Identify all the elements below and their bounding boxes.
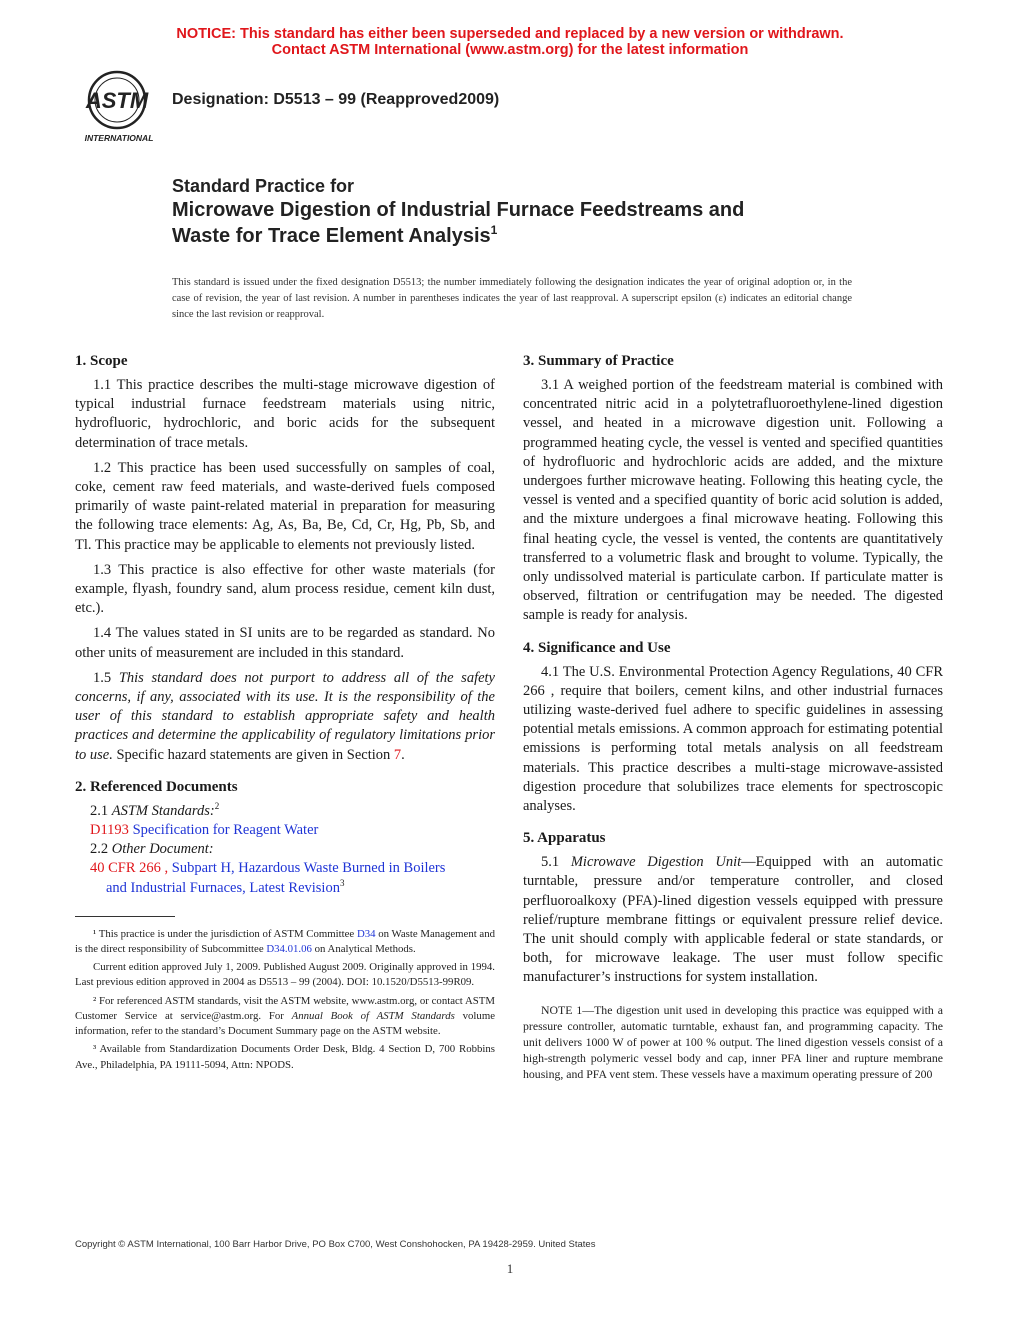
astm-logo-mark [74, 70, 160, 144]
issuance-statement: This standard is issued under the fixed designation D5513; the number immediately following the designation indicates the year of original adoption or, in the case of revision, the year of last revision. A number in parentheses indicates the year of last reapproval. A superscript epsilon (ε) indicates an editorial change since the last revision or reapproval. [172, 277, 852, 320]
para-3-1: 3.1 A weighed portion of the feedstream material is combined with concentrated nitric acid in a polytetrafluoroethylene-lined digestion vessel, and heated in a microwave digestion unit. Following a programmed heating cycle, the vessel is vented and specified quantities of hydrofluoric and hydrochloric acids are added, and the mixture undergoes further microwave heating. Following this heating cycle, the vessel is vented and a specified quantity of boric acid solution is added, and the mixture undergoes a final microwave heating. Following this final heating cycle, the vessel is vented, the contents are quantitatively transferred to a volumetric flask and brought to volume. Typically, the only undissolved material is particulate carbon. If particulate matter is observed, filtration or centrifugation may be needed. The digested sample is ready for analysis. [523, 377, 943, 624]
left-column [75, 351, 495, 1076]
cfr-title-link[interactable]: Subpart H, Hazardous Waste Burned in Boilers [171, 860, 446, 877]
section-2-heading: 2. Referenced Documents [75, 778, 238, 795]
designation: Designation: D5513 – 99 (Reapproved2009) [172, 91, 500, 108]
cfr-link[interactable]: 40 CFR 266 , [90, 860, 169, 877]
section-5-heading: 5. Apparatus [523, 830, 606, 847]
footnote-ref-2: 2 [214, 800, 220, 811]
para-1-2: 1.2 This practice has been used successfully on samples of coal, coke, cement raw feed materials, and waste-derived fuels composed primarily of waste paint-related material in preparation for measuring the following trace elements: Ag, As, Ba, Be, Cd, Cr, Hg, Pb, Sb, and Tl. This practice may be applicable to elements not previously listed. [75, 459, 495, 553]
section-1-heading: 1. Scope [75, 353, 128, 369]
para-1-5 [75, 669, 495, 765]
committee-d34-link[interactable]: D34 [356, 927, 376, 940]
safety-caveat: This standard does not purport to address all of the safety concerns, if any, associated with its use. It is the responsibility of the user of this standard to establish appropriate safety and health practices and determine the applicability of regulatory limitations prior to use. [75, 669, 495, 763]
astm-logo [74, 70, 160, 144]
section-4-heading: 4. Significance and Use [523, 639, 671, 656]
document-title [172, 175, 892, 249]
para-4-1: 4.1 The U.S. Environmental Protection Agency Regulations, 40 CFR 266 , require that boilers, cement kilns, and other industrial furnaces utilizing waste-derived fuel adhere to specific guidelines in assessing potential metals emissions. A common approach for estimating potential emissions is performing total metals analysis on all feedstream materials. This practice describes a multi-stage microwave-assisted digestion procedure that solubilizes trace elements for spectroscopic analyses. [523, 663, 943, 815]
ref-40cfr266-cont [75, 879, 495, 898]
copyright-line: Copyright © ASTM International, 100 Barr Harbor Drive, PO Box C700, West Conshohocken, PA 19428-2959. United States [75, 1239, 596, 1250]
fn2-text-a: ² For referenced ASTM standards, visit the ASTM website, www.astm.org, or contact ASTM Customer Service at service@astm.org. For [75, 994, 495, 1022]
section-3-heading: 3. Summary of Practice [523, 353, 674, 369]
para-2-1-num: 2.1 [90, 802, 109, 819]
para-1-4: 1.4 The values stated in SI units are to be regarded as standard. No other units of measurement are included in this standard. [75, 625, 495, 661]
fn1-text-c: on Analytical Methods. [314, 943, 416, 956]
para-2-2-num: 2.2 [90, 841, 109, 858]
para-1-1: 1.1 This practice describes the multi-stage microwave digestion of typical industrial furnace feedstream materials using nitric, hydrofluoric, hydrochloric, and boric acids for the subsequent determination of trace metals. [75, 377, 495, 451]
other-document-label: Other Document: [111, 841, 214, 858]
logo-mark-text: ASTM [85, 88, 149, 113]
para-2-2 [75, 840, 495, 859]
ref-d1193 [75, 821, 495, 840]
superseded-notice [0, 26, 1020, 58]
note-1: NOTE 1—The digestion unit used in developing this practice was equipped with a pressure controller, automatic turntable, exhaust fan, and programming capacity. The unit delivers 1000 W of power at 100 % output. The lined digestion vessels consist of a high-strength polymeric vessel body and cap, inner PFA liner and rupture membrane housing, and PFA vent stem. These vessels have a maximum operating pressure of 200 [523, 1002, 943, 1082]
para-5-1 [523, 853, 943, 987]
astm-standards-label: ASTM Standards: [111, 802, 215, 819]
ref-40cfr266 [75, 859, 495, 878]
para-1-3: 1.3 This practice is also effective for other waste materials (for example, flyash, foundry sand, alum process residue, cement kiln dust, etc.). [75, 561, 495, 617]
logo-caption: INTERNATIONAL [84, 133, 154, 143]
fn2-text-b: volume information, refer to the standard’s Document Summary page on the ASTM website. [75, 1009, 496, 1038]
notice-line-2: Contact ASTM International (www.astm.org) for the latest information [271, 42, 749, 58]
footnote-ref-3: 3 [339, 877, 345, 888]
para-2-1 [75, 802, 495, 821]
fn1-text-a: ¹ This practice is under the jurisdiction of ASTM Committee [93, 927, 355, 940]
section-7-link[interactable]: 7 [393, 746, 402, 763]
right-column [523, 351, 943, 1082]
footnote-3: ³ Available from Standardization Documents Order Desk, Bldg. 4 Section D, 700 Robbins Ave., Philadelphia, PA 19111-5094, Attn: NPODS. [75, 1043, 495, 1071]
cfr-title-link-2[interactable]: and Industrial Furnaces, Latest Revision [106, 879, 340, 896]
title-line-2: Microwave Digestion of Industrial Furnace Feedstreams and [172, 199, 745, 221]
para-1-5-rest: Specific hazard statements are given in Section [116, 746, 391, 763]
para-5-1-rest: —Equipped with an automatic turntable, pressure and/or temperature controller, and closed perfluoroalkoxy (PFA)-lined digestion vessels equipped with pressure relief/rupture membrane fittings or equivalent pressure relief device. The unit should comply with applicable federal or state standards, or both, for microwave leakage. The user must follow specific manufacturer’s instructions for system installation. [523, 854, 943, 986]
para-1-5-num: 1.5 [93, 669, 112, 686]
para-5-1-num: 5.1 [541, 854, 560, 871]
footnote-divider [75, 916, 175, 917]
para-1-5-end: . [401, 746, 405, 763]
footnote-1 [75, 927, 495, 957]
notice-line-1: NOTICE: This standard has either been superseded and replaced by a new version or withdrawn. [176, 26, 844, 42]
title-line-3-text: Waste for Trace Element Analysis [172, 225, 491, 247]
title-line-1: Standard Practice for [172, 176, 355, 196]
d1193-title-link[interactable]: Specification for Reagent Water [132, 822, 319, 839]
footnote-2 [75, 994, 495, 1040]
page-number: 1 [506, 1261, 514, 1276]
d1193-link[interactable]: D1193 [90, 822, 129, 839]
footnote-1-edition: Current edition approved July 1, 2009. Published August 2009. Originally approved in 1994. Last previous edition approved in 2004 as D5513 – 99 (2004). DOI: 10.1520/D5513-99R09. [75, 961, 495, 989]
subcommittee-link[interactable]: D34.01.06 [266, 943, 312, 956]
microwave-unit-term: Microwave Digestion Unit [570, 854, 742, 871]
fn2-book-title: Annual Book of ASTM Standards [291, 1009, 455, 1022]
fn1-text-b: on Waste Management and is the direct responsibility of Subcommittee [75, 927, 496, 956]
title-footnote-mark: 1 [490, 223, 498, 237]
title-line-3 [172, 223, 892, 249]
